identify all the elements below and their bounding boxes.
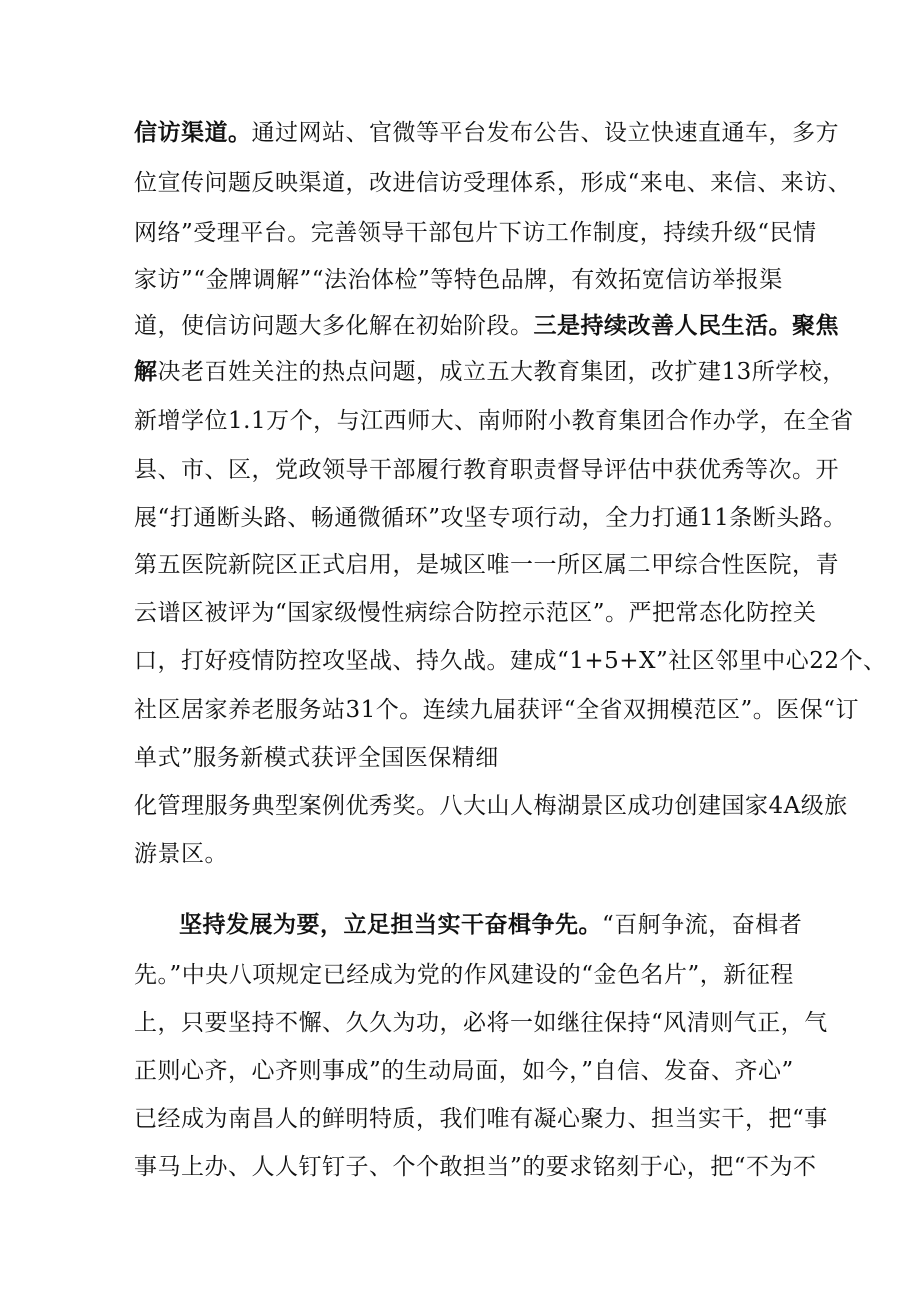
text-line-13 — [134, 695, 859, 725]
line-text: 上，只要坚持不懈、久久为功，必将一如继往保持“风清则气正，气 — [134, 1010, 828, 1036]
line-text: 云谱区被评为“国家级慢性病综合防控示范区”。严把常态化防控关 — [134, 600, 817, 626]
line-text: 决老百姓关注的热点问题，成立五大教育集团，改扩建13所学校， — [157, 359, 846, 385]
text-line-7 — [134, 406, 854, 436]
text-line-20 — [134, 1056, 794, 1086]
line-text: 口，打好疫情防控攻坚战、持久战。建成“1+5+X”社区邻里中心22个、 — [134, 648, 887, 674]
text-line-1 — [134, 118, 839, 148]
text-line-14 — [134, 743, 499, 773]
text-line-8 — [134, 455, 839, 485]
line-text: “百舸争流，奋楫者 — [602, 912, 803, 938]
line-text: 第五医院新院区正式启用，是城区唯一一所区属二甲综合性医院，青 — [134, 552, 839, 578]
text-line-3 — [134, 218, 817, 248]
line-text: 单式”服务新模式获评全国医保精细 — [134, 745, 499, 771]
text-line-4 — [134, 265, 783, 295]
text-line-10 — [134, 550, 839, 580]
line-text: 社区居家养老服务站31个。连续九届获评“全省双拥模范区”。医保“订 — [134, 697, 860, 723]
line-text: 已经成为南昌人的鲜明特质，我们唯有凝心聚力、担当实干，把“事 — [134, 1106, 828, 1132]
line-text: 道，使信访问题大多化解在初始阶段。 — [134, 313, 534, 339]
line-text: 新增学位1.1万个，与江西师大、南师附小教育集团合作办学，在全省 — [134, 408, 854, 434]
line-text: 通过网站、官微等平台发布公告、设立快速直通车，多方 — [251, 120, 839, 146]
line-text: 县、市、区，党政领导干部履行教育职责督导评估中获优秀等次。开 — [134, 457, 839, 483]
text-line-22 — [134, 1152, 817, 1182]
bold-lead: 信访渠道。 — [134, 119, 252, 146]
line-text: 化管理服务典型案例优秀奖。八大山人梅湖景区成功创建国家4A级旅 — [134, 793, 848, 819]
text-line-6 — [134, 357, 846, 387]
bold-lead: 解 — [134, 358, 158, 385]
text-line-16 — [134, 839, 228, 869]
bold-heading: 三是持续改善人民生活。聚焦 — [533, 312, 839, 339]
text-line-5 — [134, 311, 839, 341]
line-text: 事马上办、人人钉钉子、个个敢担当”的要求铭刻于心，把“不为不 — [134, 1154, 817, 1180]
text-line-17 — [179, 910, 802, 940]
line-text: 网络”受理平台。完善领导干部包片下访工作制度，持续升级“民情 — [134, 220, 817, 246]
text-line-12 — [134, 646, 886, 676]
line-text: 先。”中央八项规定已经成为党的作风建设的“金色名片”，新征程 — [134, 962, 794, 988]
line-text: 家访”“金牌调解”“法治体检”等特色品牌，有效拓宽信访举报渠 — [134, 267, 783, 293]
text-line-21 — [134, 1104, 828, 1134]
text-line-11 — [134, 598, 817, 628]
text-line-15 — [134, 791, 848, 821]
line-text: 展“打通断头路、畅通微循环”攻坚专项行动，全力打通11条断头路。 — [134, 505, 847, 531]
text-line-9 — [134, 503, 847, 533]
line-text: 位宣传问题反映渠道，改进信访受理体系，形成“来电、来信、来访、 — [134, 170, 852, 196]
text-line-19 — [134, 1008, 828, 1038]
line-text: 游景区。 — [134, 841, 228, 867]
text-line-2 — [134, 168, 851, 198]
bold-heading: 坚持发展为要，立足担当实干奋楫争先。 — [179, 911, 602, 938]
text-line-18 — [134, 960, 794, 990]
line-text: 正则心齐，心齐则事成”的生动局面，如今，”自信、发奋、齐心” — [134, 1058, 794, 1084]
